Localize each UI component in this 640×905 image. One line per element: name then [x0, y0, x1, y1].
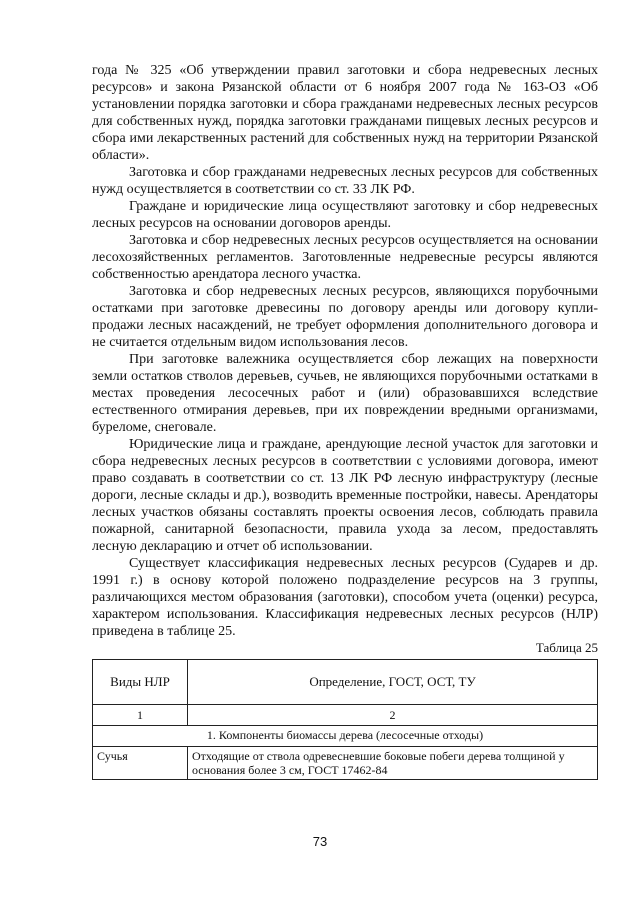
- paragraph-8: Существует классификация недревесных лесных ресурсов (Сударев и др. 1991 г.) в основу которой положено подразделение ресурсов на 3 группы, различающихся местом образования (заготовки), способом учета (оценки) ресурса, характером использования. Классификация недревесных лесных ресурсов (НЛР) приведена в таблице 25.: [92, 556, 598, 639]
- page-number: 73: [312, 834, 328, 849]
- number-cell-1: 1: [93, 705, 188, 726]
- header-cell-types: Виды НЛР: [93, 660, 188, 705]
- paragraph-7: Юридические лица и граждане, арендующие лесной участок для заготовки и сбора недревесных лесных ресурсов в соответствии с условиями договора, имеют право создавать в соответствии со ст. 13 ЛК РФ лесную инфраструктуру (лесные дороги, лесные склады и др.), возводить временные постройки, навесы. Арендаторы лесных участков обязаны составлять проекты освоения лесов, соблюдать правила пожарной, санитарной безопасности, правила ухода за лесом, предоставлять лесную декларацию и отчет об использовании.: [92, 437, 598, 554]
- paragraph-6: При заготовке валежника осуществляется сбор лежащих на поверхности земли остатков стволов деревьев, сучьев, не являющихся порубочными остатками в местах проведения лесосечных работ и (или) образовавшихся вследствие естественного отмирания деревьев, при их повреждении вредными организмами, буреломе, снеговале.: [92, 352, 598, 435]
- section-title-cell: 1. Компоненты биомассы дерева (лесосечные отходы): [93, 726, 598, 747]
- document-page: [92, 62, 598, 780]
- table-section-row: [93, 726, 598, 747]
- classification-table: [92, 659, 598, 780]
- table-caption: Таблица 25: [535, 640, 598, 655]
- header-cell-definition: Определение, ГОСТ, ОСТ, ТУ: [188, 660, 598, 705]
- table-number-row: [93, 705, 598, 726]
- row-definition-cell: Отходящие от ствола одревесневшие боковые побеги дерева толщиной у основания более 3 см, ГОСТ 17462-84: [188, 747, 598, 780]
- number-cell-2: 2: [188, 705, 598, 726]
- table-header-row: [93, 660, 598, 705]
- paragraph-1: года № 325 «Об утверждении правил заготовки и сбора недревесных лесных ресурсов» и закона Рязанской области от 6 ноября 2007 года № 163-ОЗ «Об установлении порядка заготовки и сбора гражданами недревесных лесных ресурсов для собственных нужд, порядка заготовки гражданами пищевых лесных ресурсов и сбора ими лекарственных растений для собственных нужд на территории Рязанской области».: [92, 63, 598, 163]
- row-type-cell: Сучья: [93, 747, 188, 780]
- paragraph-5: Заготовка и сбор недревесных лесных ресурсов, являющихся порубочными остатками при заготовке древесины по договору аренды или договору купли-продажи лесных насаждений, не требует оформления дополнительного договора и не считается отдельным видом использования лесов.: [92, 284, 598, 350]
- table-row: [93, 747, 598, 780]
- paragraph-2: Заготовка и сбор гражданами недревесных лесных ресурсов для собственных нужд осуществляется в соответствии со ст. 33 ЛК РФ.: [92, 165, 598, 197]
- paragraph-4: Заготовка и сбор недревесных лесных ресурсов осуществляется на основании лесохозяйственных регламентов. Заготовленные недревесные ресурсы являются собственностью арендатора лесного участка.: [92, 233, 598, 282]
- paragraph-3: Граждане и юридические лица осуществляют заготовку и сбор недревесных лесных ресурсов на основании договоров аренды.: [92, 199, 598, 231]
